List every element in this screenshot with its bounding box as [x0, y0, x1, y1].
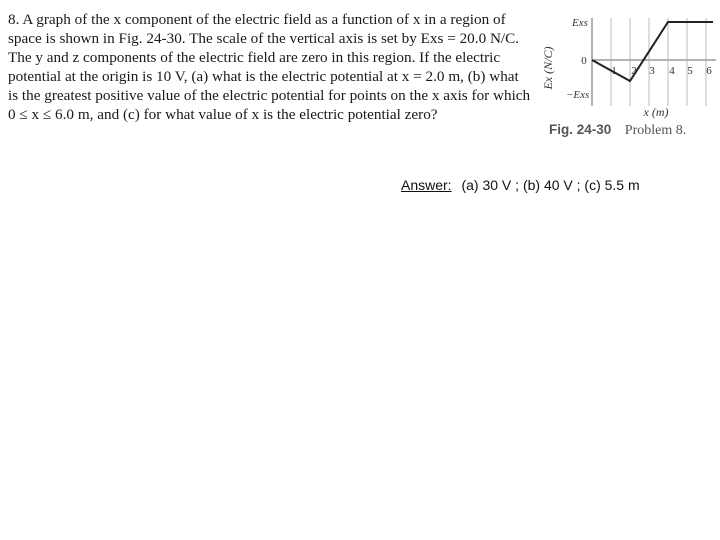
- x-axis-label: x (m): [643, 105, 669, 119]
- x-tick-3: 3: [649, 65, 655, 77]
- grid-lines: [611, 18, 706, 106]
- x-tick-4: 4: [669, 65, 675, 77]
- problem-statement: 8. A graph of the x component of the electric field as a function of x in a region of space is shown in Fig. 24-30. The scale of the vertical axis is set by Exs = 20.0 N/C. The y and z components of the electric field are zero in this region. If the electric potential at the origin is 10 V, (a) what is the electric potential at x = 2.0 m, (b) what is the greatest positive value of the electric potential for points on the x axis for which 0 ≤ x ≤ 6.0 m, and (c) for what value of x is the electric potential zero?: [8, 11, 531, 123]
- answer-text: (a) 30 V ; (b) 40 V ; (c) 5.5 m: [461, 177, 640, 193]
- x-tick-6: 6: [706, 65, 712, 77]
- field-graph-figure: [538, 10, 718, 132]
- field-graph: [538, 10, 718, 122]
- y-tick-top: Exs: [572, 17, 588, 29]
- y-tick-zero: 0: [581, 55, 587, 67]
- answer-label: Answer:: [401, 177, 452, 193]
- figure-number: Fig. 24-30: [549, 122, 612, 137]
- answer-line: [401, 177, 640, 193]
- x-tick-5: 5: [687, 65, 693, 77]
- y-axis-label: Ex (N/C): [541, 46, 555, 90]
- problem-text: [8, 10, 532, 124]
- figure-problem-ref: Problem 8.: [624, 123, 687, 138]
- figure-caption: [549, 122, 686, 139]
- x-tick-2: 2: [631, 65, 637, 77]
- x-tick-1: 1: [611, 65, 617, 77]
- y-tick-bottom: −Exs: [566, 89, 590, 101]
